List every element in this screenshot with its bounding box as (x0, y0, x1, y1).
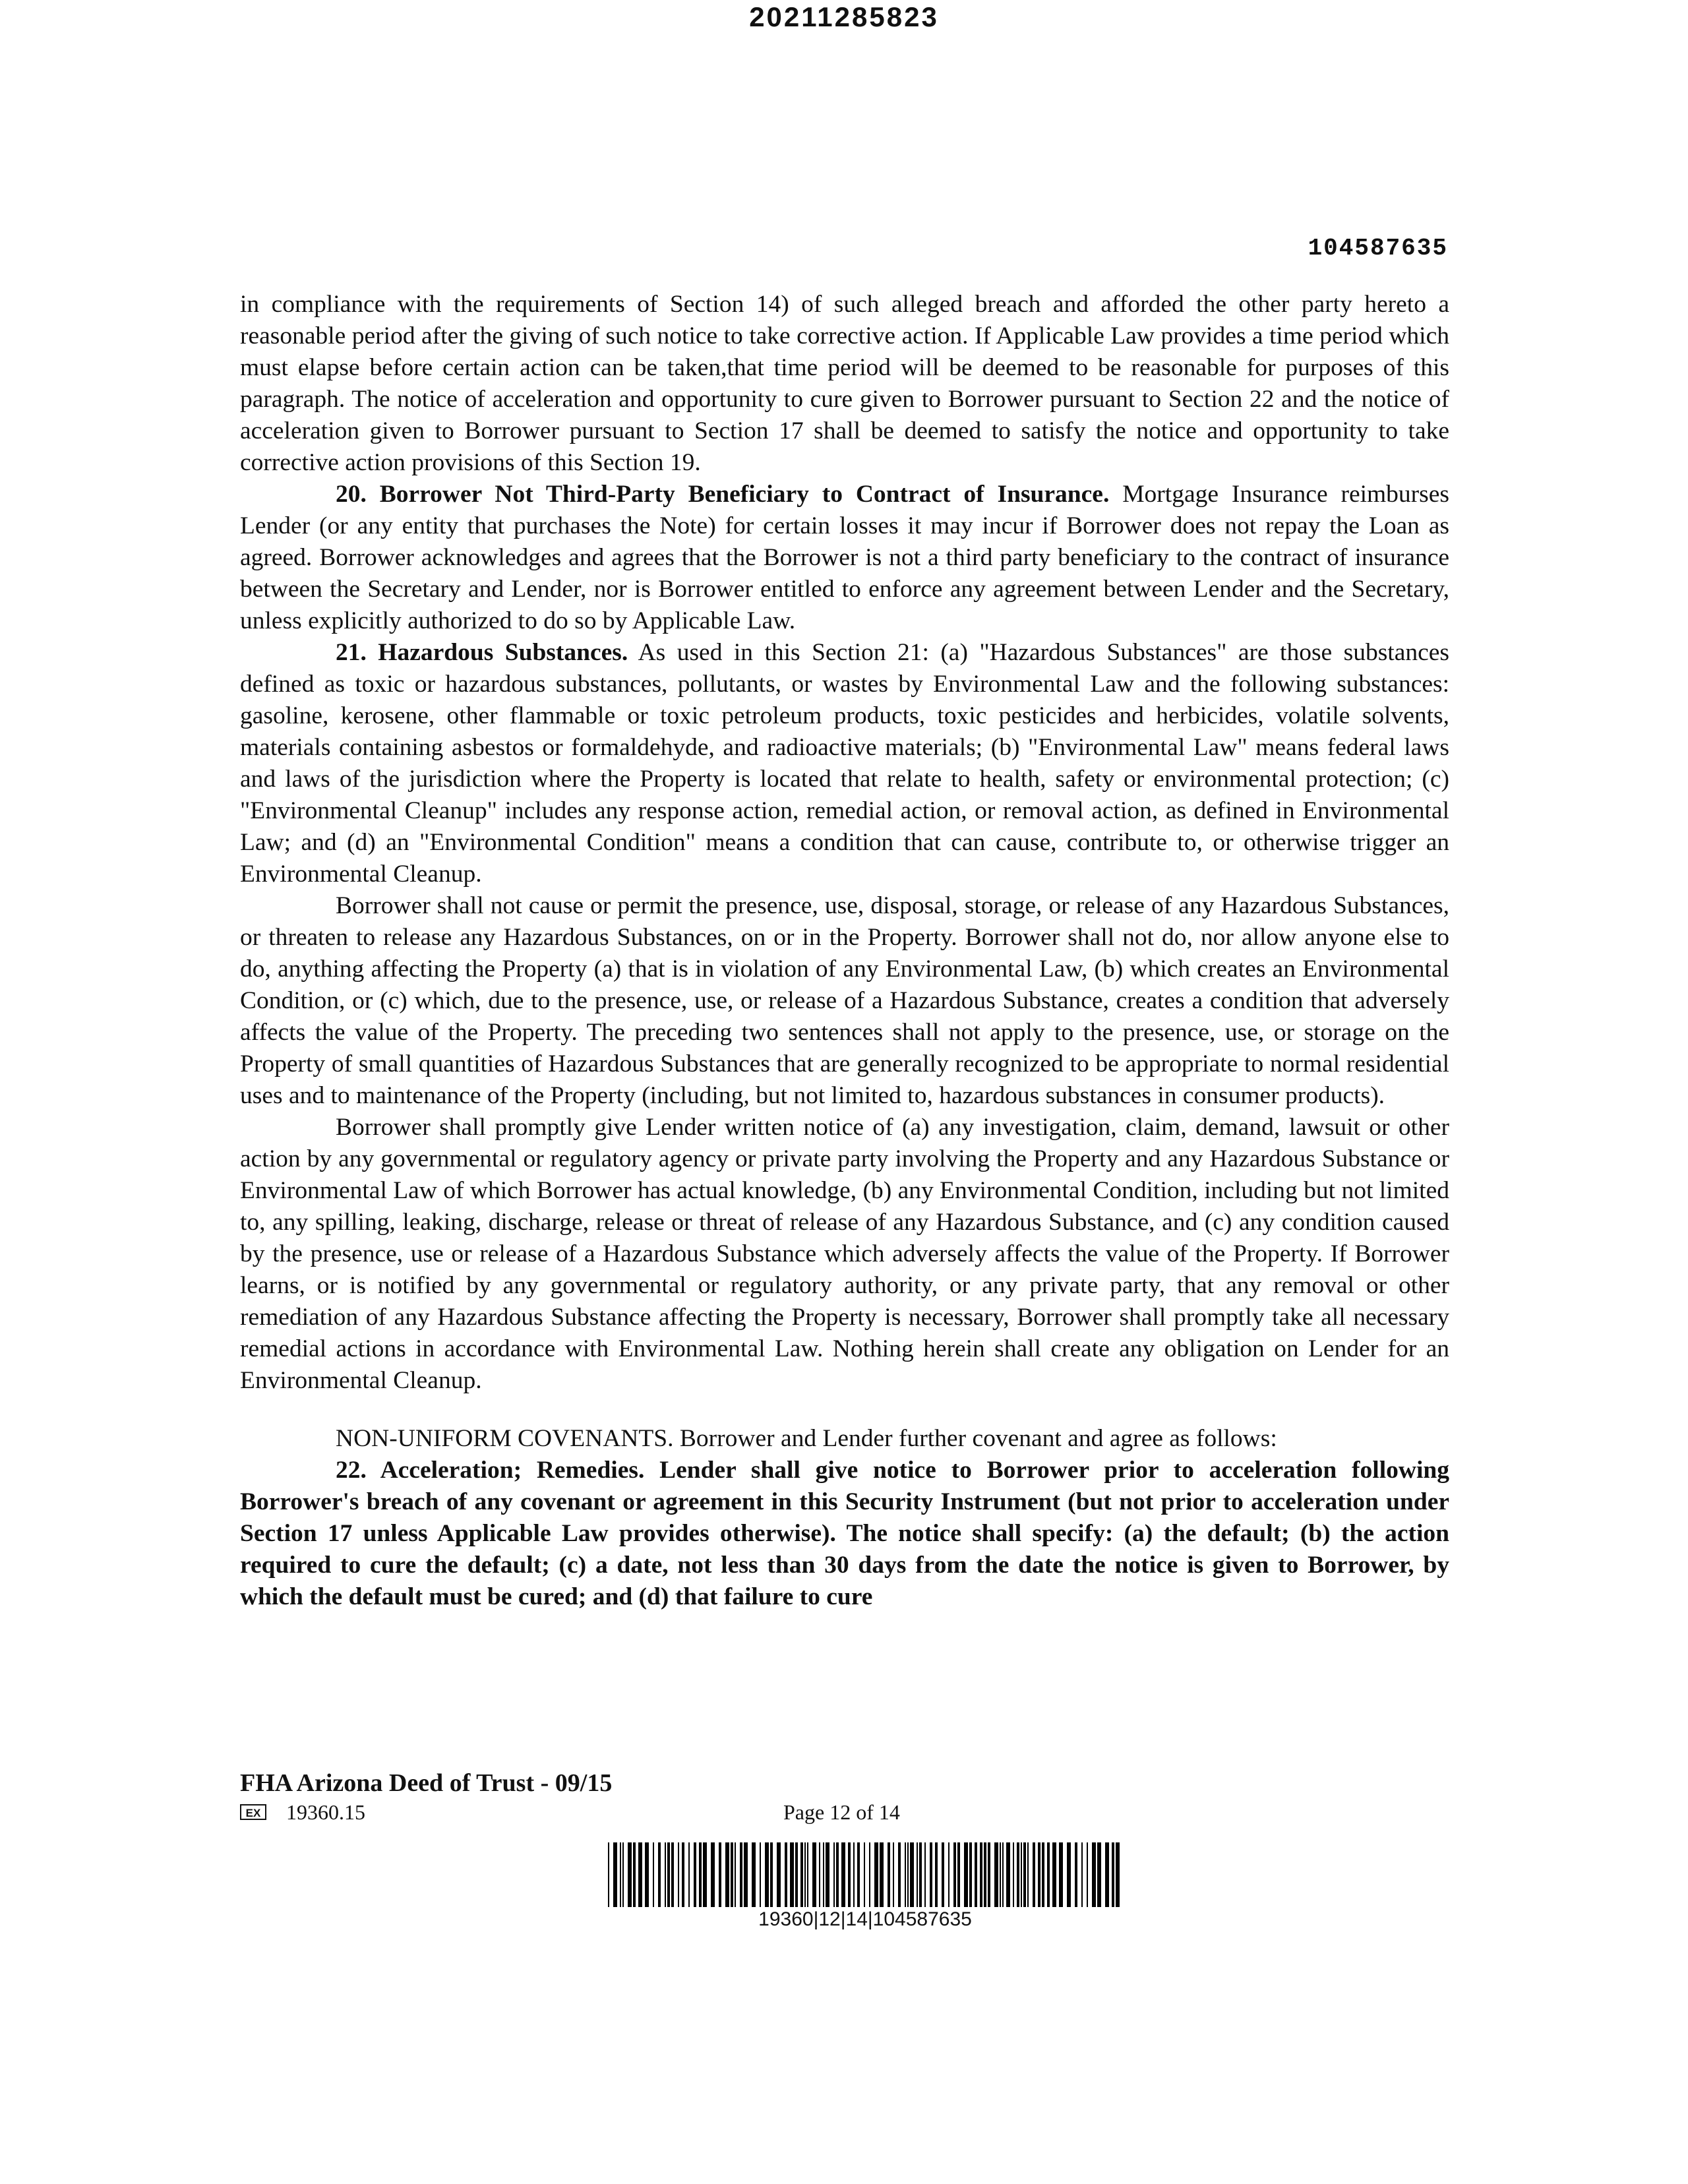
barcode-icon (608, 1842, 1122, 1907)
document-body (240, 289, 1449, 1613)
section-21-text: As used in this Section 21: (a) "Hazardous Substances" are those substances defined as toxic or hazardous substances, pollutants, or wastes by Environmental Law and the following substances: gasoline, kerosene, other flammable or toxic petroleum products, toxic pesticides and herbicides, volatile solvents, materials containing asbestos or formaldehyde, and radioactive materials; (b) "Environmental Law" means federal laws and laws of the jurisdiction where the Property is located that relate to health, safety or environmental protection; (c) "Environmental Cleanup" includes any response action, remedial action, or removal action, as defined in Environmental Law; and (d) an "Environmental Condition" means a condition that can cause, contribute to, or otherwise trigger an Environmental Cleanup. (240, 639, 1449, 888)
section-20 (240, 479, 1449, 637)
recording-number: 20211285823 (749, 1, 939, 32)
section-21-heading: 21. Hazardous Substances. (336, 639, 628, 666)
section-21-paragraph-2: Borrower shall not cause or permit the presence, use, disposal, storage, or release of any Hazardous Substances, or threaten to release any Hazardous Substances, on or in the Property. Borrower shall not do, nor allow anyone else to do, anything affecting the Property (a) that is in violation of any Environmental Law, (b) which creates an Environmental Condition, or (c) which, due to the presence, use, or release of a Hazardous Substance, creates a condition that adversely affects the value of the Property. The preceding two sentences shall not apply to the presence, use, or storage on the Property of small quantities of Hazardous Substances that are generally recognized to be appropriate to normal residential uses and to maintenance of the Property (including, but not limited to, hazardous substances in consumer products). (240, 892, 1449, 1109)
non-uniform-covenants: NON-UNIFORM COVENANTS. Borrower and Lender further covenant and agree as follows: (336, 1425, 1277, 1452)
footer-line (240, 1800, 965, 1827)
section-19-continuation: in compliance with the requirements of Section 14) of such alleged breach and afforded the other party hereto a reasonable period after the giving of such notice to take corrective action. If Applicable Law provides a time period which must elapse before certain action can be taken,that time period will be deemed to be reasonable for purposes of this paragraph. The notice of acceleration and opportunity to cure given to Borrower pursuant to Section 22 and the notice of acceleration given to Borrower pursuant to Section 17 shall be deemed to satisfy the notice and opportunity to take corrective action provisions of this Section 19. (240, 291, 1449, 476)
section-22: 22. Acceleration; Remedies. Lender shall give notice to Borrower prior to acceleration following Borrower's breach of any covenant or agreement in this Security Instrument (but not prior to acceleration under Section 17 unless Applicable Law provides otherwise). The notice shall specify: (a) the default; (b) the action required to cure the default; (c) a date, not less than 30 days from the date the notice is given to Borrower, by which the default must be cured; and (d) that failure to cure (240, 1457, 1449, 1610)
section-20-heading: 20. Borrower Not Third-Party Beneficiary to Contract of Insurance. (336, 481, 1110, 508)
form-number: 19360.15 (286, 1800, 365, 1824)
form-title: FHA Arizona Deed of Trust - 09/15 (240, 1769, 613, 1797)
section-21 (240, 637, 1449, 890)
page-label: Page 12 of 14 (783, 1800, 900, 1824)
loan-number: 104587635 (1308, 235, 1448, 262)
ex-logo-icon: EX (240, 1804, 266, 1820)
section-20-text: Mortgage Insurance reimburses Lender (or any entity that purchases the Note) for certain losses it may incur if Borrower does not repay the Loan as agreed. Borrower acknowledges and agrees that the Borrower is not a third party beneficiary to the contract of insurance between the Secretary and Lender, nor is Borrower entitled to enforce any agreement between Lender and the Secretary, unless explicitly authorized to do so by Applicable Law. (240, 481, 1449, 634)
section-21-paragraph-3: Borrower shall promptly give Lender written notice of (a) any investigation, claim, demand, lawsuit or other action by any governmental or regulatory agency or private party involving the Property and any Hazardous Substance or Environmental Law of which Borrower has actual knowledge, (b) any Environmental Condition, including but not limited to, any spilling, leaking, discharge, release or threat of release of any Hazardous Substance, and (c) any condition caused by the presence, use or release of a Hazardous Substance which adversely affects the value of the Property. If Borrower learns, or is notified by any governmental or regulatory authority, or any private party, that any removal or other remediation of any Hazardous Substance affecting the Property is necessary, Borrower shall promptly take all necessary remedial actions in accordance with Environmental Law. Nothing herein shall create any obligation on Lender for an Environmental Cleanup. (240, 1114, 1449, 1394)
barcode-text: 19360|12|14|104587635 (758, 1908, 972, 1930)
